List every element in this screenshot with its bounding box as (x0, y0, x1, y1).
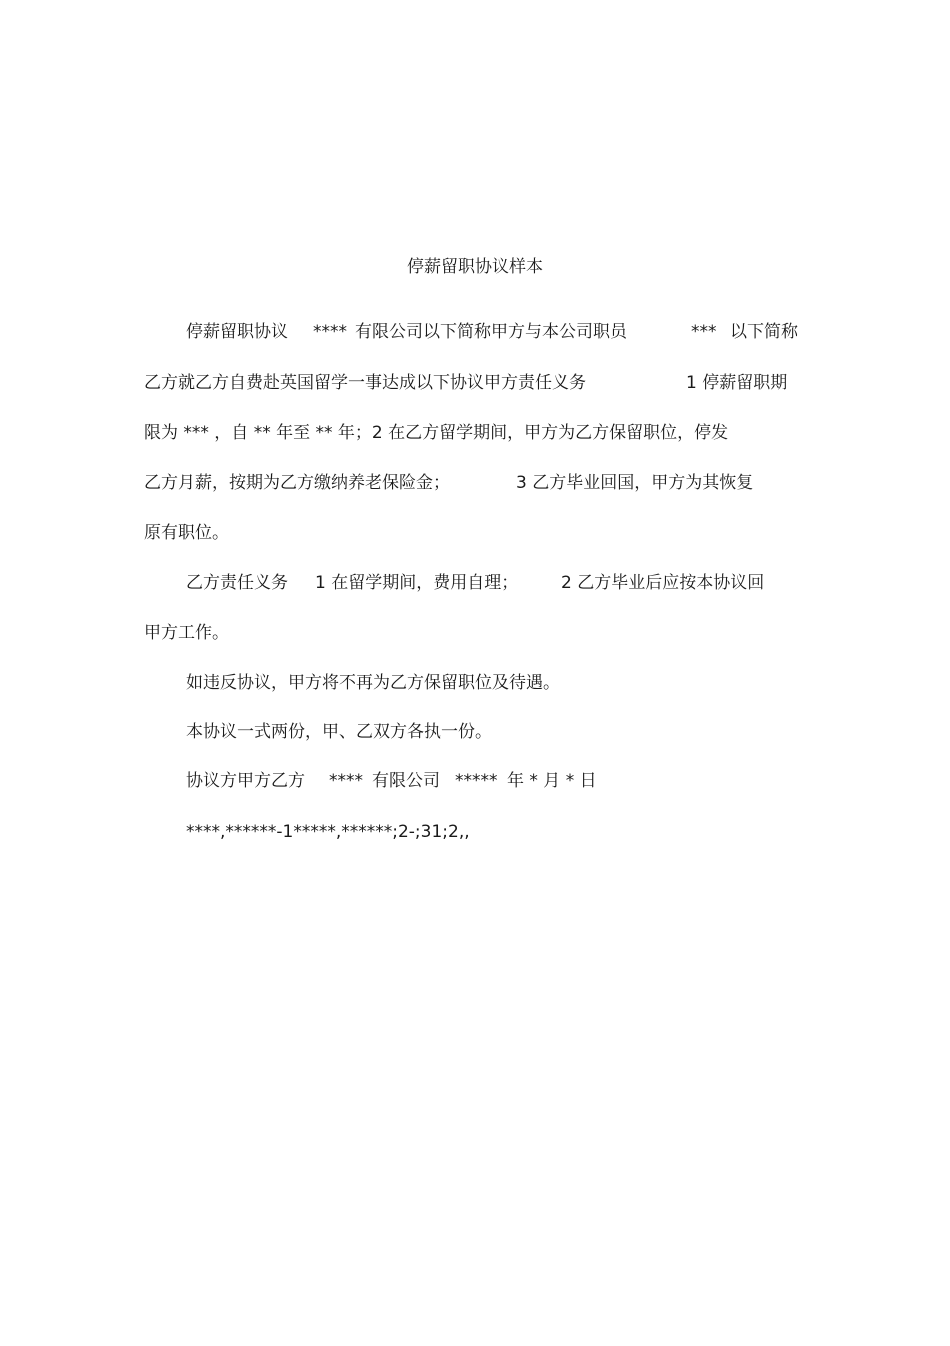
text-segment: 以下简称 (730, 322, 798, 342)
text-segment: 甲方工作。 (144, 623, 229, 643)
text-segment: ***** (455, 771, 498, 791)
paragraph-1-line-1 (0, 320, 950, 344)
paragraph-1-line-4 (0, 471, 950, 495)
text-segment: *** (691, 322, 717, 342)
text-segment: 如违反协议，甲方将不再为乙方保留职位及待遇。 (186, 673, 560, 693)
text-segment: 1 停薪留职期 (686, 373, 788, 393)
text-segment: 乙方责任义务 (186, 573, 288, 593)
text-segment: 本协议一式两份，甲、乙双方各执一份。 (186, 722, 492, 742)
text-segment: 年 * 月 * 日 (507, 771, 597, 791)
paragraph-3-line-1 (0, 671, 950, 695)
text-segment: ****,******-1*****,******;2-;31;2,, (186, 822, 470, 842)
text-segment: 3 乙方毕业回国，甲方为其恢复 (516, 473, 754, 493)
paragraph-5-line-1 (0, 769, 950, 793)
paragraph-6-line-1 (0, 820, 950, 844)
text-segment: 有限公司以下简称甲方与本公司职员 (355, 322, 627, 342)
text-segment: 停薪留职协议 (186, 322, 288, 342)
text-segment: 乙方月薪，按期为乙方缴纳养老保险金； (144, 473, 450, 493)
text-segment: 有限公司 (372, 771, 440, 791)
paragraph-1-line-3 (0, 421, 950, 445)
document-title: 停薪留职协议样本 (407, 257, 543, 277)
text-segment: 原有职位。 (144, 523, 229, 543)
text-segment: 限为 *** ，自 ** 年至 ** 年；2 在乙方留学期间，甲方为乙方保留职位，停发 (144, 423, 729, 443)
paragraph-1-line-2 (0, 371, 950, 395)
paragraph-4-line-1 (0, 720, 950, 744)
text-segment: **** (329, 771, 363, 791)
paragraph-2-line-2 (0, 621, 950, 645)
text-segment: 乙方就乙方自费赴英国留学一事达成以下协议甲方责任义务 (144, 373, 586, 393)
paragraph-2-line-1 (0, 571, 950, 595)
paragraph-1-line-5 (0, 521, 950, 545)
text-segment: 1 在留学期间，费用自理； (315, 573, 519, 593)
text-segment: **** (313, 322, 347, 342)
text-segment: 协议方甲方乙方 (186, 771, 305, 791)
text-segment: 2 乙方毕业后应按本协议回 (561, 573, 765, 593)
